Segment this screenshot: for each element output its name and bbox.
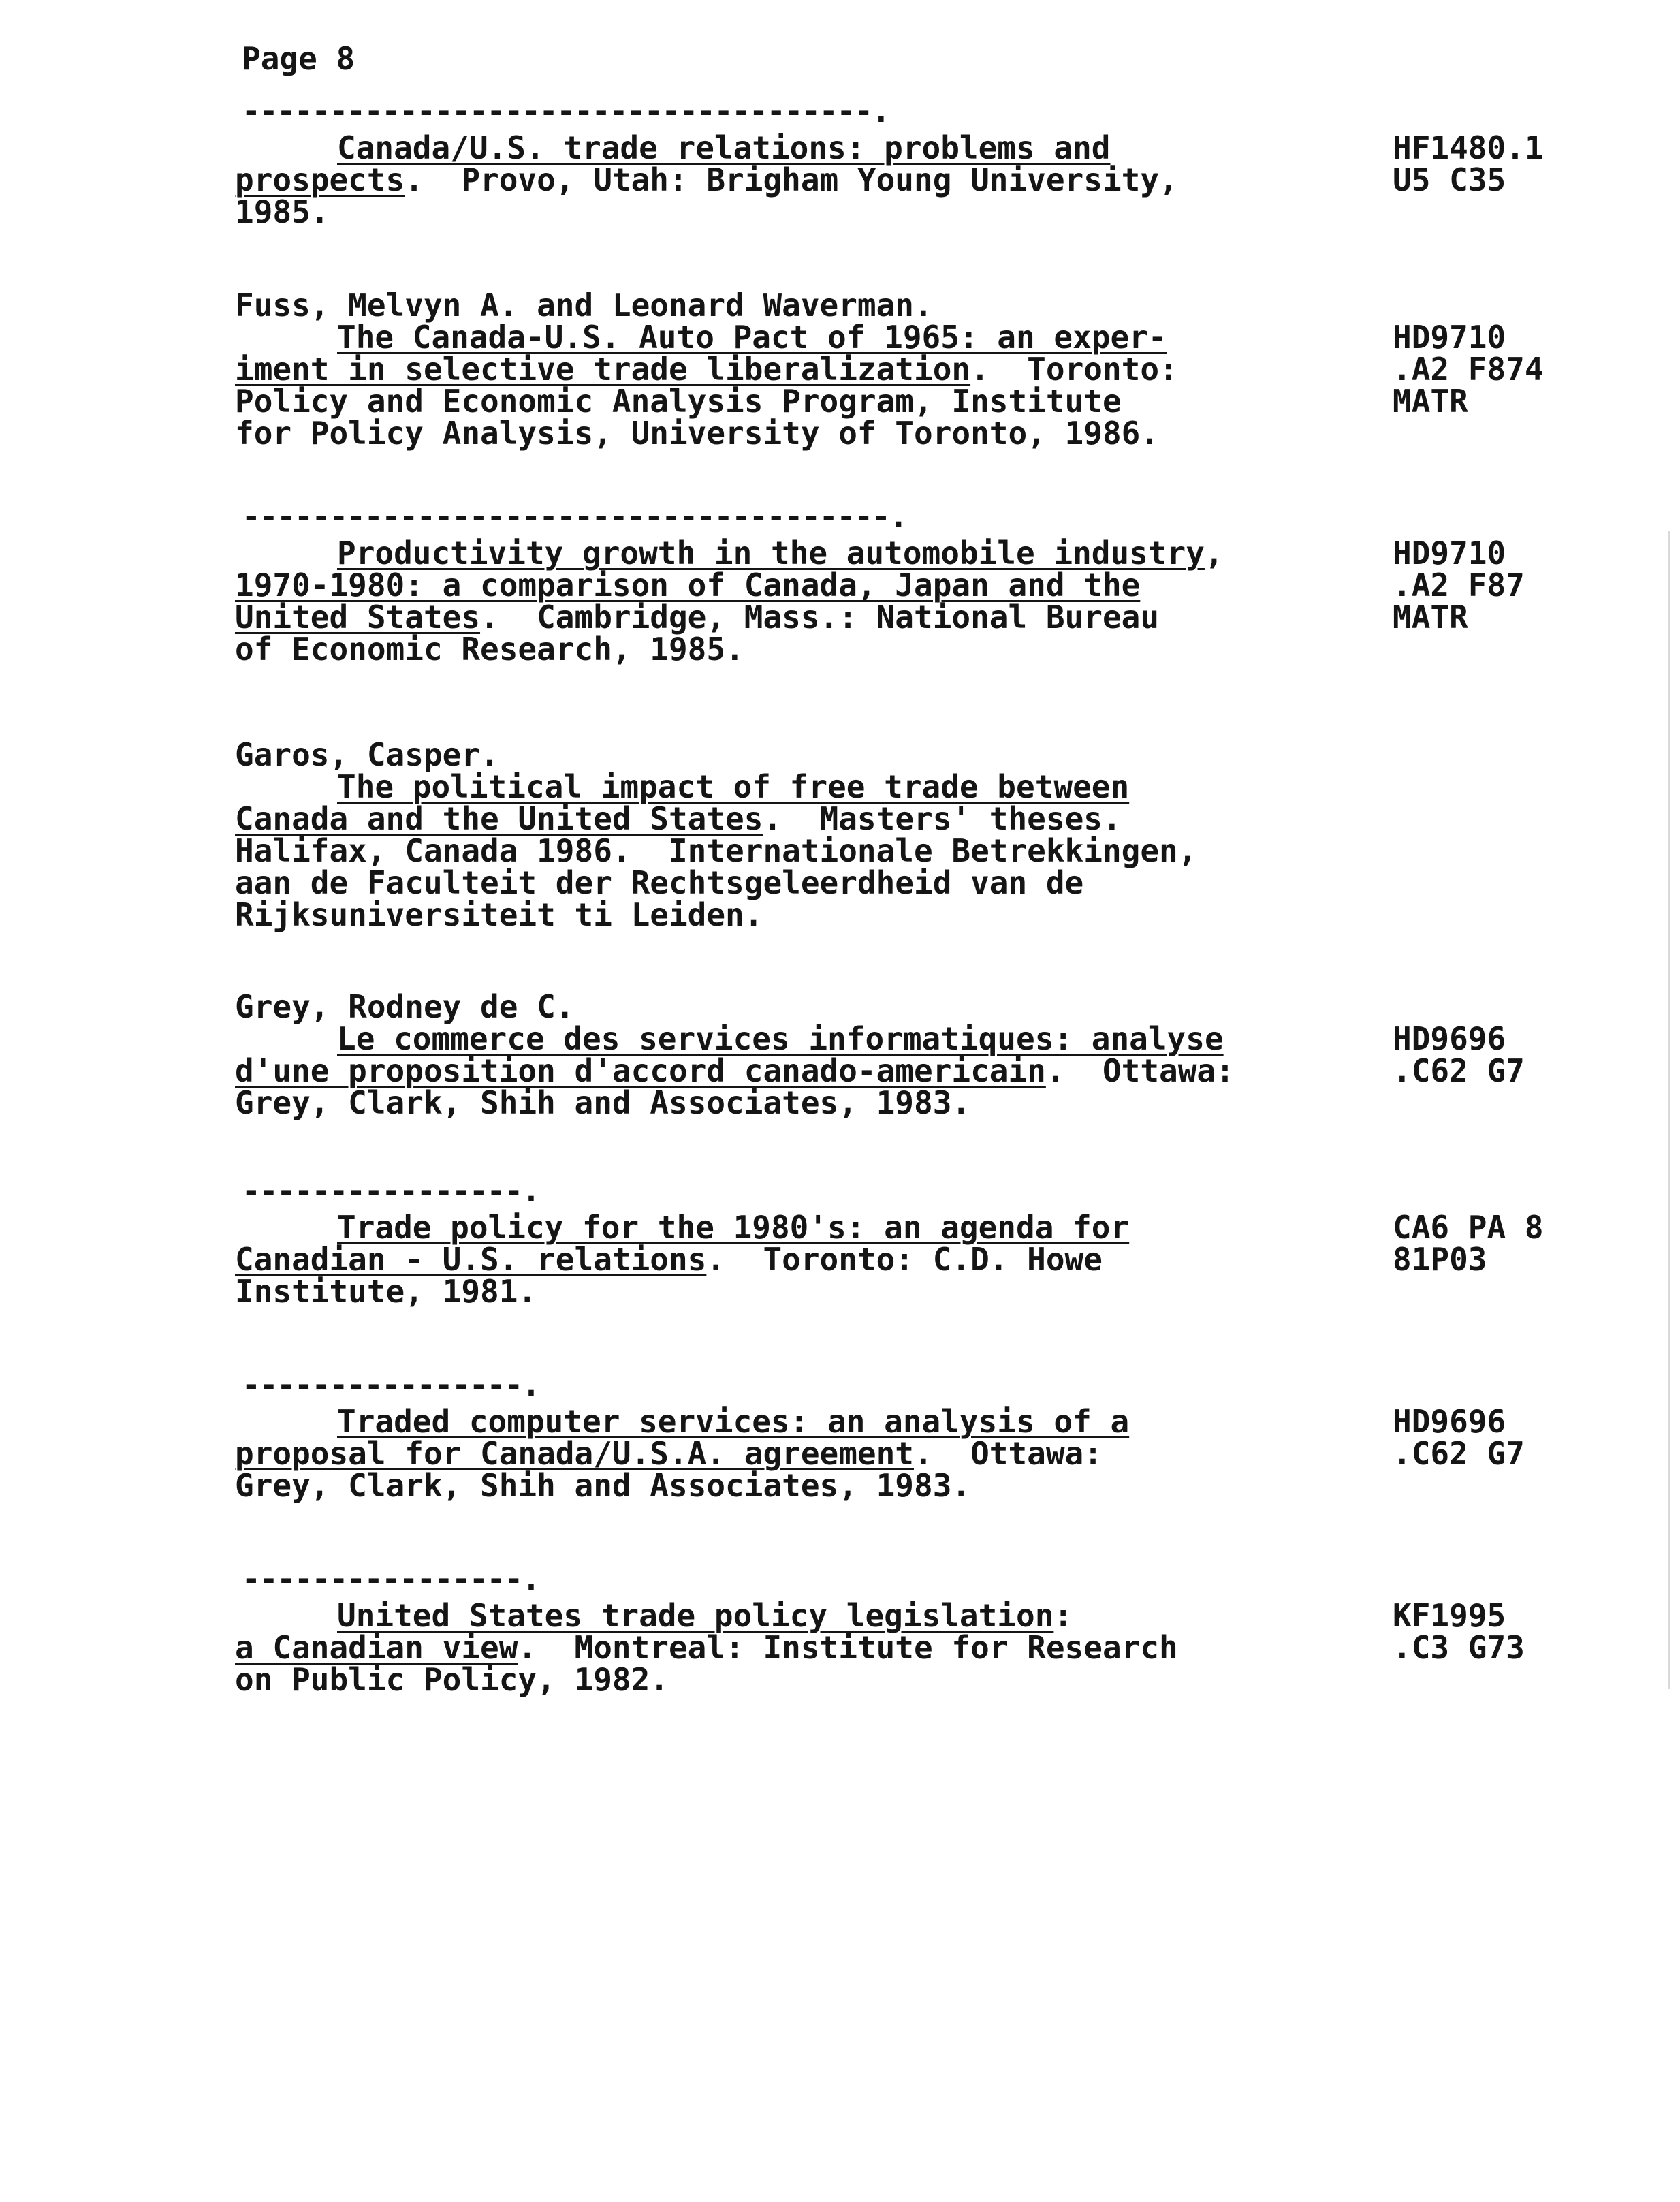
entry-publication: aan de Faculteit der Rechtsgeleerdheid van de	[235, 864, 1084, 901]
call-number: .A2 F87	[1393, 567, 1525, 603]
entry-publication: . Provo, Utah: Brigham Young University,	[405, 161, 1178, 198]
entry-text-line	[235, 1661, 669, 1698]
call-number: KF1995	[1393, 1597, 1506, 1634]
entry-publication: ,	[1204, 535, 1224, 571]
entry-publication: . Cambridge, Mass.: National Bureau	[480, 599, 1160, 635]
call-number: MATR	[1393, 599, 1468, 635]
call-number: .A2 F874	[1393, 351, 1544, 388]
entry-text-line	[235, 832, 1197, 869]
call-number: .C62 G7	[1393, 1052, 1525, 1089]
entry-title: United States trade policy legislation	[337, 1597, 1054, 1634]
entry-text-line	[235, 161, 1178, 198]
entry-title: proposal for Canada/U.S.A. agreement	[235, 1435, 914, 1472]
entry-title: Traded computer services: an analysis of a	[337, 1403, 1130, 1440]
entry-author: Garos, Casper.	[235, 736, 499, 773]
entry-text-line	[235, 864, 1084, 901]
entry-title: Canadian - U.S. relations	[235, 1241, 707, 1278]
entry-text-line	[235, 1629, 1178, 1666]
entry-text-line	[235, 800, 1122, 837]
entry-text-line	[337, 1020, 1224, 1057]
entry-title: The political impact of free trade between	[337, 768, 1130, 805]
entry-title: d'une proposition d'accord canado-americain	[235, 1052, 1046, 1089]
call-number: MATR	[1393, 383, 1468, 420]
entry-text-line	[337, 129, 1111, 166]
entry-text-line	[337, 319, 1167, 356]
entry-publication: . Montreal: Institute for Research	[518, 1629, 1178, 1666]
entry-publication: . Masters' theses.	[763, 800, 1122, 837]
entry-title: Canada and the United States	[235, 800, 763, 837]
entry-publication: . Toronto: C.D. Howe	[706, 1241, 1103, 1278]
call-number: HD9696	[1393, 1403, 1506, 1440]
entry-publication: for Policy Analysis, University of Toronto, 1986.	[235, 415, 1160, 452]
entry-title: 1970-1980: a comparison of Canada, Japan and the	[235, 567, 1141, 603]
entry-text-line	[235, 353, 1178, 386]
call-number: .C62 G7	[1393, 1435, 1525, 1472]
entry-text-line	[235, 1084, 971, 1121]
entry-publication: Institute, 1981.	[235, 1273, 537, 1310]
call-number: HF1480.1	[1393, 129, 1544, 166]
entry-author: Grey, Rodney de C.	[235, 988, 575, 1025]
call-number: U5 C35	[1393, 161, 1506, 198]
entry-text-line	[235, 1435, 1103, 1472]
call-number: HD9710	[1393, 319, 1506, 356]
call-number: HD9696	[1393, 1020, 1506, 1057]
entry-title: Canada/U.S. trade relations: problems and	[337, 129, 1111, 166]
entry-title: Productivity growth in the automobile industry	[337, 535, 1205, 571]
entry-publication: Policy and Economic Analysis Program, Institute	[235, 383, 1122, 420]
entry-publication: . Ottawa:	[1045, 1052, 1235, 1089]
entry-title: The Canada-U.S. Auto Pact of 1965: an exper-	[337, 319, 1167, 356]
entry-text-line	[337, 1209, 1130, 1246]
entry-publication: Rijksuniversiteit ti Leiden.	[235, 896, 763, 933]
entry-publication: 1985.	[235, 193, 330, 230]
call-number: HD9710	[1393, 535, 1506, 571]
page-edge-shadow	[1668, 531, 1670, 1689]
entry-title: a Canadian view	[235, 1629, 518, 1666]
entry-title: iment in selective trade liberalization	[235, 351, 971, 388]
entry-text-line	[235, 896, 763, 933]
entry-text-line	[337, 768, 1130, 805]
entry-text-line	[235, 1241, 1103, 1278]
entry-text-line	[337, 537, 1224, 569]
entry-publication: on Public Policy, 1982.	[235, 1661, 669, 1698]
entry-publication: . Ottawa:	[914, 1435, 1103, 1472]
entry-publication: Grey, Clark, Shih and Associates, 1983.	[235, 1084, 971, 1121]
entry-publication: :	[1053, 1597, 1073, 1634]
ditto-author-rule: -------------------------------------.	[242, 498, 907, 535]
entry-publication: Grey, Clark, Shih and Associates, 1983.	[235, 1467, 971, 1504]
entry-text-line	[235, 1467, 971, 1504]
entry-publication: . Toronto:	[970, 351, 1178, 388]
entry-publication: Halifax, Canada 1986. Internationale Betrekkingen,	[235, 832, 1197, 869]
entry-text-line	[235, 633, 744, 665]
entry-text-line	[235, 1273, 537, 1310]
entry-text-line	[235, 1052, 1235, 1089]
entry-author: Fuss, Melvyn A. and Leonard Waverman.	[235, 287, 933, 324]
ditto-author-rule: ----------------.	[242, 1366, 539, 1403]
page-number: Page 8	[242, 40, 355, 77]
entry-title: prospects	[235, 161, 405, 198]
entry-title: Le commerce des services informatiques: analyse	[337, 1020, 1224, 1057]
entry-text-line	[337, 1403, 1130, 1440]
entry-text-line	[337, 1597, 1073, 1634]
entry-text-line	[235, 569, 1140, 601]
entry-title: Trade policy for the 1980's: an agenda for	[337, 1209, 1130, 1246]
call-number: .C3 G73	[1393, 1629, 1525, 1666]
entry-publication: of Economic Research, 1985.	[235, 631, 744, 667]
entry-text-line	[235, 601, 1159, 633]
ditto-author-rule: ------------------------------------.	[242, 93, 889, 129]
ditto-author-rule: ----------------.	[242, 1560, 539, 1597]
entry-title: United States	[235, 599, 481, 635]
entry-text-line	[235, 383, 1122, 420]
call-number: 81P03	[1393, 1241, 1487, 1278]
ditto-author-rule: ----------------.	[242, 1172, 539, 1209]
entry-text-line	[235, 193, 330, 230]
entry-text-line	[235, 415, 1160, 452]
call-number: CA6 PA 8	[1393, 1209, 1544, 1246]
